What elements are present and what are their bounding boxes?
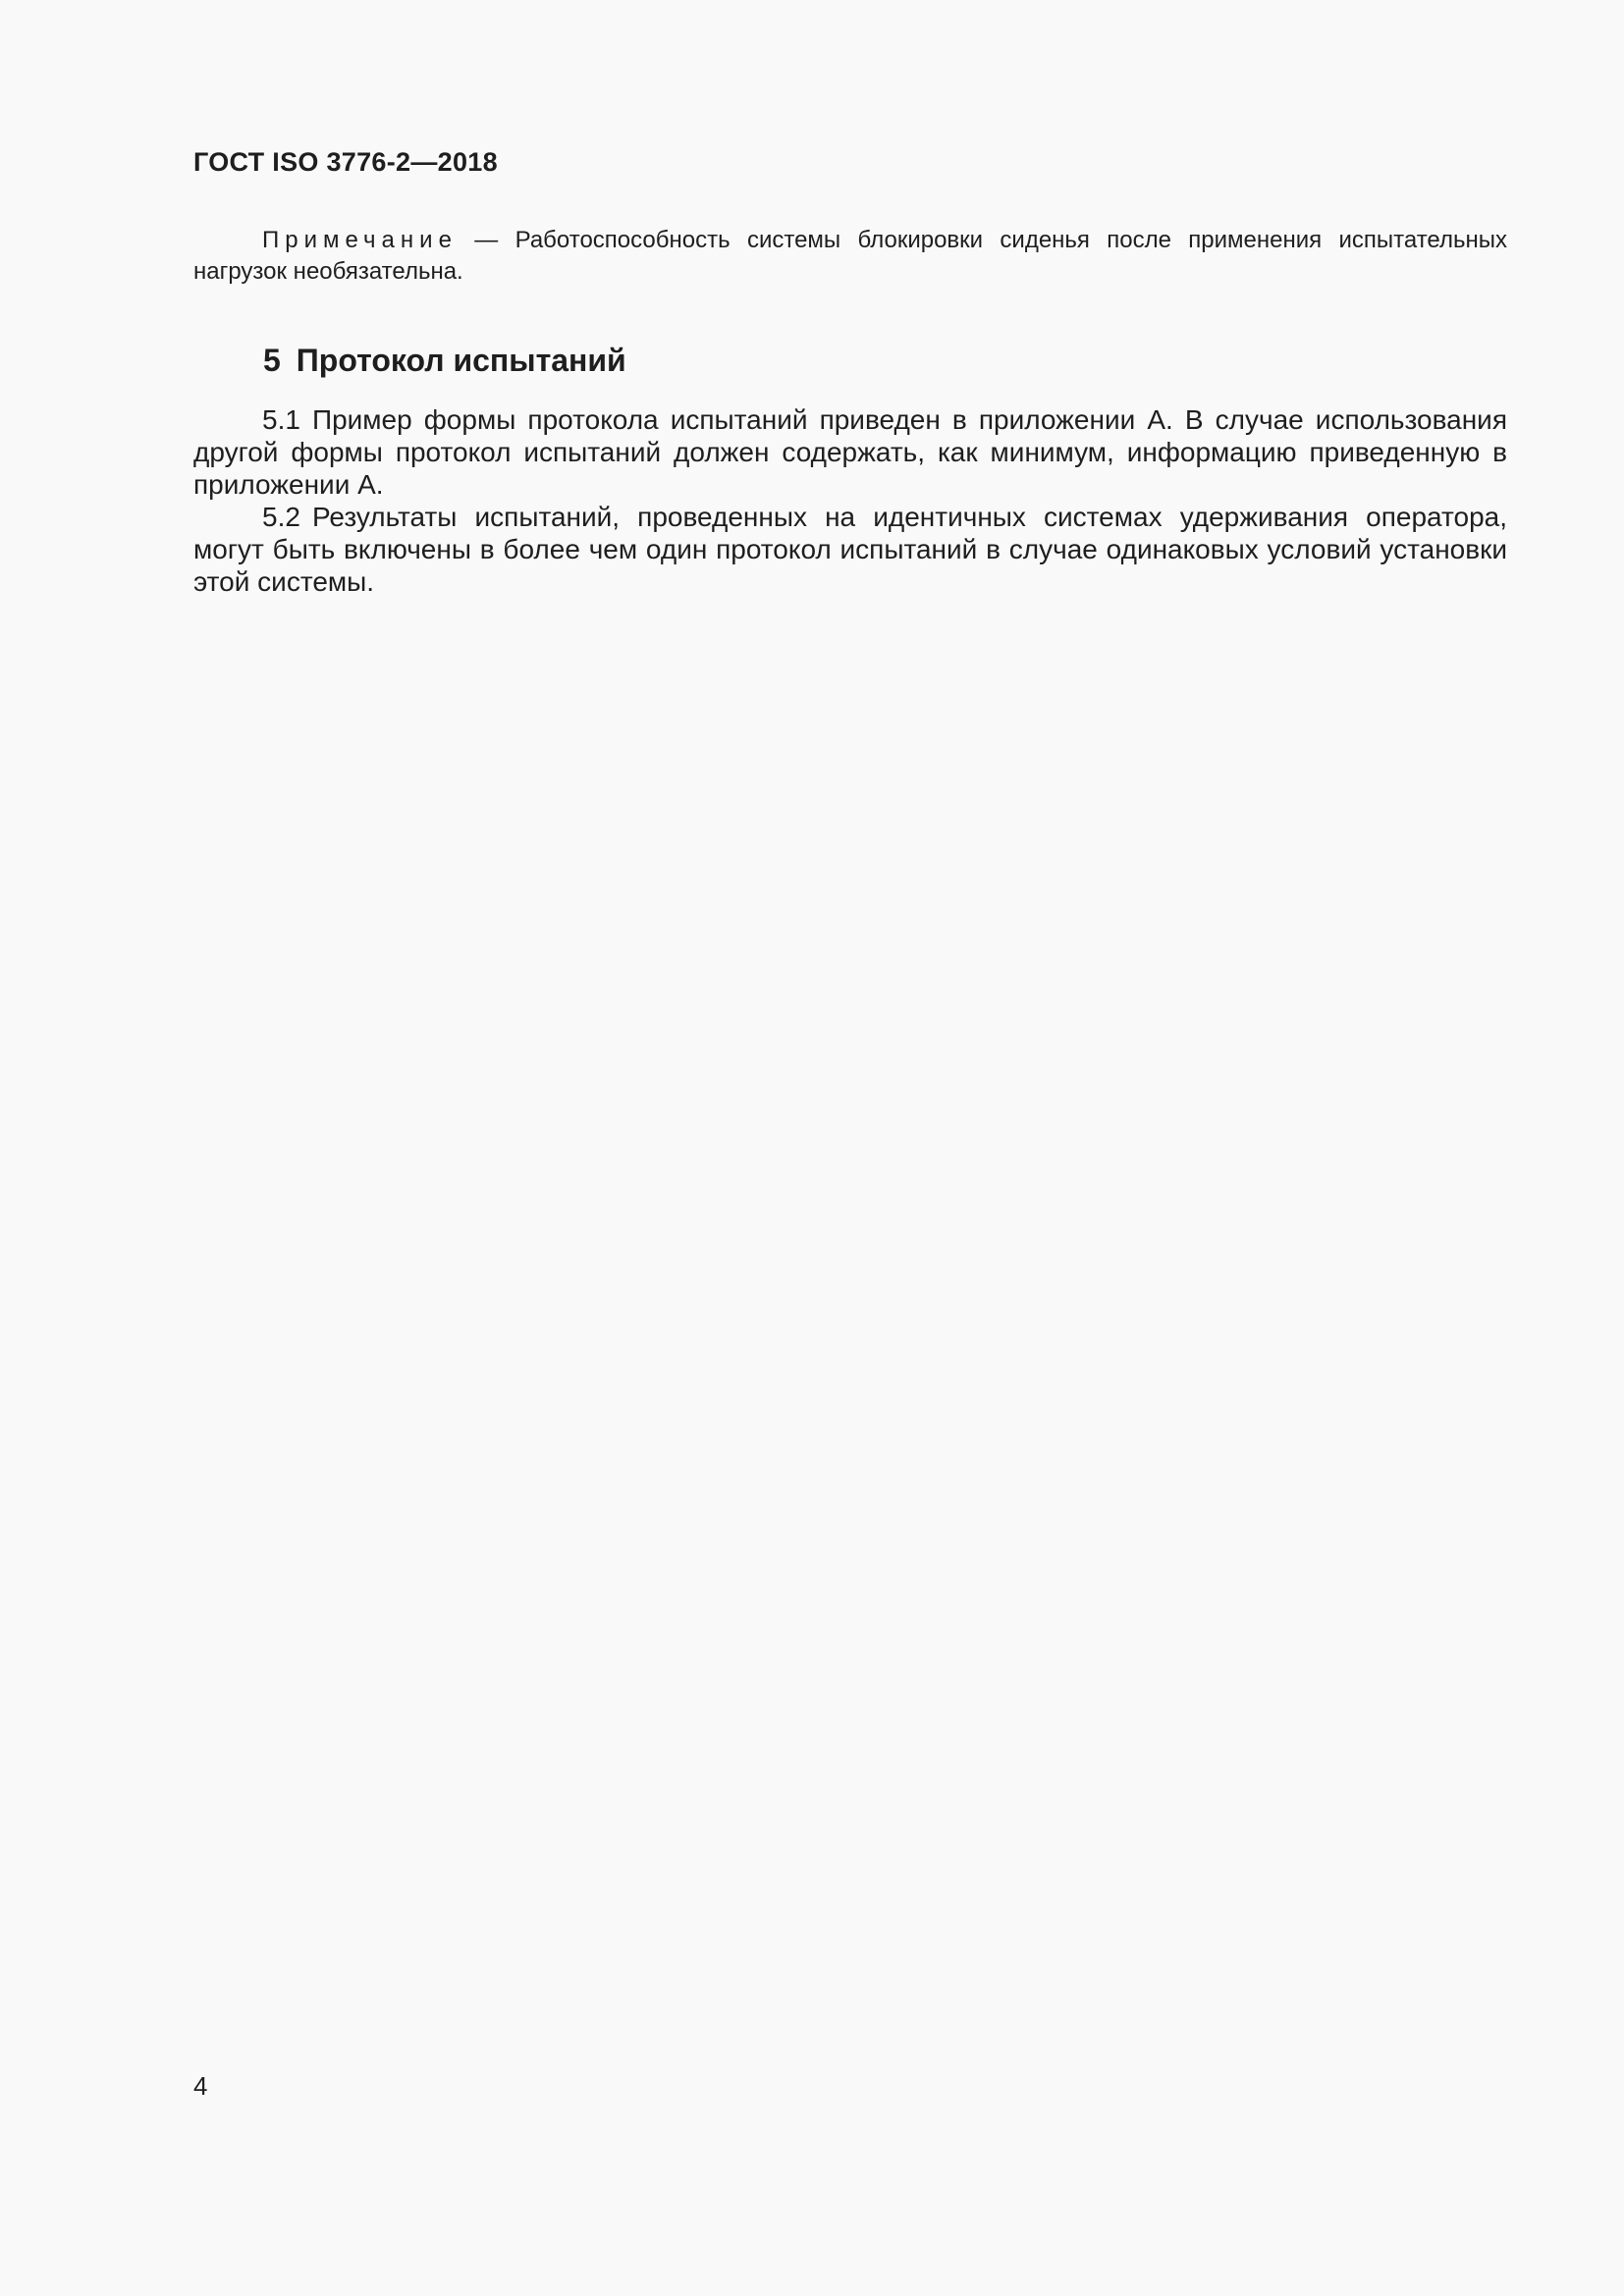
- note-text: — Работоспособность системы блокировки сиденья после применения испытательных нагрузок необязательна.: [193, 227, 1507, 285]
- section-number: 5: [263, 343, 281, 378]
- document-code-header: ГОСТ ISO 3776-2—2018: [193, 147, 498, 177]
- note-paragraph: [193, 225, 1507, 288]
- section-title: Протокол испытаний: [296, 343, 626, 378]
- paragraph-text: Результаты испытаний, проведенных на идентичных системах удерживания оператора, могут быть включены в более чем один протокол испытаний в случае одинаковых условий установки этой системы.: [193, 502, 1507, 597]
- paragraph-5-2: [193, 501, 1507, 598]
- paragraph-text: Пример формы протокола испытаний приведен в приложении А. В случае использования другой формы протокол испытаний должен содержать, как минимум, информацию приведенную в приложении А.: [193, 404, 1507, 500]
- paragraph-5-1: [193, 403, 1507, 501]
- paragraph-number: 5.2: [262, 502, 300, 532]
- section-heading: [263, 343, 626, 379]
- paragraph-number: 5.1: [262, 404, 300, 435]
- page-number: 4: [193, 2071, 208, 2101]
- note-label: Примечание: [262, 227, 458, 253]
